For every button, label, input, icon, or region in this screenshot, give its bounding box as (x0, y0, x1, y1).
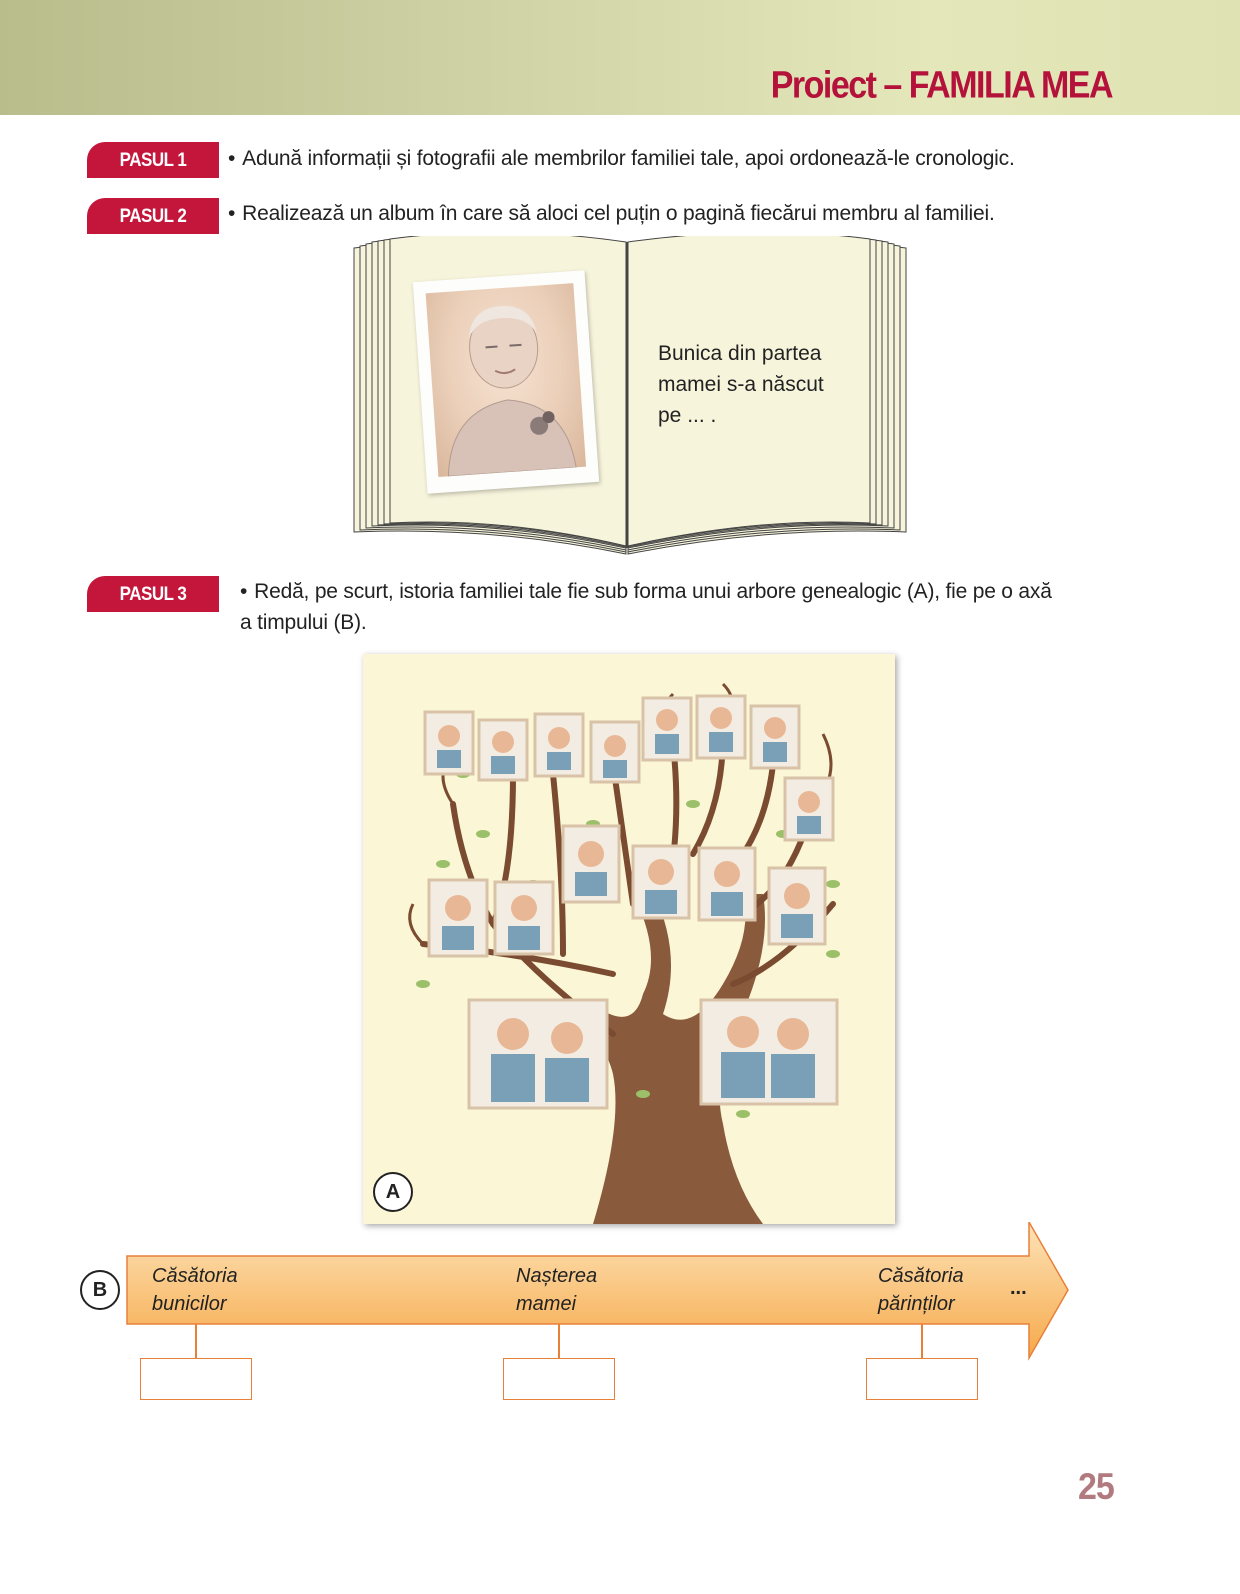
bullet-icon: • (240, 580, 248, 603)
timeline-event-1: Căsătoria bunicilor (152, 1265, 238, 1315)
timeline-ellipsis: ... (1010, 1277, 1027, 1299)
tree-icon (363, 654, 895, 1224)
step-3-text: • Redă, pe scurt, istoria familiei tale fie sub forma unui arbore genealogic (A), fie pe o axă a timpului (B). (240, 580, 1052, 634)
timeline-event-3: Căsătoria părinților (878, 1265, 964, 1315)
step-3-tag: PASUL 3 (87, 576, 219, 612)
timeline-date-box-3[interactable] (866, 1358, 978, 1400)
timeline-stem (558, 1324, 560, 1358)
timeline-arrow (120, 1222, 1080, 1362)
step-2-tag: PASUL 2 (87, 198, 219, 234)
timeline-stem (195, 1324, 197, 1358)
bullet-icon: • (228, 202, 236, 225)
photo-album-illustration (350, 236, 910, 560)
grandmother-photo (413, 270, 599, 493)
timeline-date-box-2[interactable] (503, 1358, 615, 1400)
album-caption: Bunica din partea mamei s-a născut pe ... . (658, 342, 824, 427)
timeline-stem (921, 1324, 923, 1358)
tree-label-a: A (373, 1172, 413, 1212)
step-1-tag: PASUL 1 (87, 142, 219, 178)
timeline-event-2: Nașterea mamei (516, 1265, 598, 1315)
page-number: 25 (1078, 1466, 1114, 1508)
portrait-icon (426, 283, 586, 477)
bullet-icon: • (228, 147, 236, 170)
page-title: Proiect – FAMILIA MEA (770, 64, 1112, 107)
step-1-text: • Adună informații și fotografii ale membrilor familiei tale, apoi ordonează-le cronologic. (228, 147, 1015, 170)
timeline-label-b: B (80, 1270, 120, 1310)
family-tree-illustration (363, 654, 895, 1224)
step-2-text: • Realizează un album în care să aloci cel puțin o pagină fiecărui membru al familiei. (228, 202, 995, 225)
timeline-date-box-1[interactable] (140, 1358, 252, 1400)
